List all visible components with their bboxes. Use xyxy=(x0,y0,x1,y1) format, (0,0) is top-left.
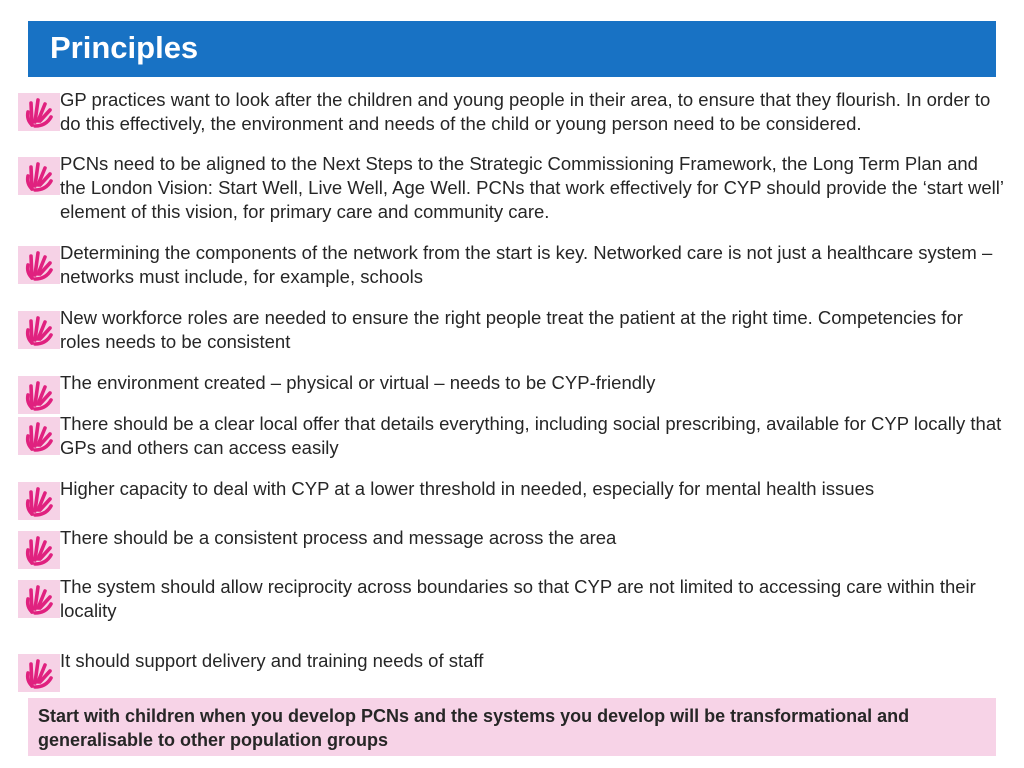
list-item-text: There should be a clear local offer that details everything, including social prescribing, available for CYP locally that GPs and others can access easily xyxy=(60,413,1002,458)
summary-callout xyxy=(28,698,996,756)
list-item-text: Higher capacity to deal with CYP at a lower threshold in needed, especially for mental health issues xyxy=(60,478,875,499)
hand-icon xyxy=(18,417,60,455)
list-item-text: PCNs need to be aligned to the Next Steps to the Strategic Commissioning Framework, the Long Term Plan and the London Vision: Start Well, Live Well, Age Well. PCNs that work effectively for CYP should provide the ‘start well’ element of this vision, for primary care and community care. xyxy=(60,153,1004,222)
hand-icon xyxy=(18,376,60,414)
hand-icon xyxy=(18,246,60,284)
list-item-text: It should support delivery and training needs of staff xyxy=(60,650,484,671)
hand-icon xyxy=(18,311,60,349)
page-title: Principles xyxy=(50,30,199,65)
list-item-text: New workforce roles are needed to ensure the right people treat the patient at the right time. Competencies for roles needs to be consistent xyxy=(60,307,963,352)
hand-icon xyxy=(18,531,60,569)
list-item-text: The system should allow reciprocity across boundaries so that CYP are not limited to accessing care within their locality xyxy=(60,576,976,621)
callout-text: Start with children when you develop PCNs and the systems you develop will be transformational and generalisable to other population groups xyxy=(38,706,910,750)
list-item-text: The environment created – physical or virtual – needs to be CYP-friendly xyxy=(60,372,656,393)
hand-icon xyxy=(18,654,60,692)
hand-icon xyxy=(18,157,60,195)
hand-icon xyxy=(18,93,60,131)
list-item-text: Determining the components of the network from the start is key. Networked care is not just a healthcare system – networks must include, for example, schools xyxy=(60,242,993,287)
hand-icon xyxy=(18,580,60,618)
list-item-text: There should be a consistent process and message across the area xyxy=(60,527,617,548)
hand-icon xyxy=(18,482,60,520)
list-item-text: GP practices want to look after the children and young people in their area, to ensure that they flourish. In order to do this effectively, the environment and needs of the child or young person need to be considered. xyxy=(60,89,991,134)
